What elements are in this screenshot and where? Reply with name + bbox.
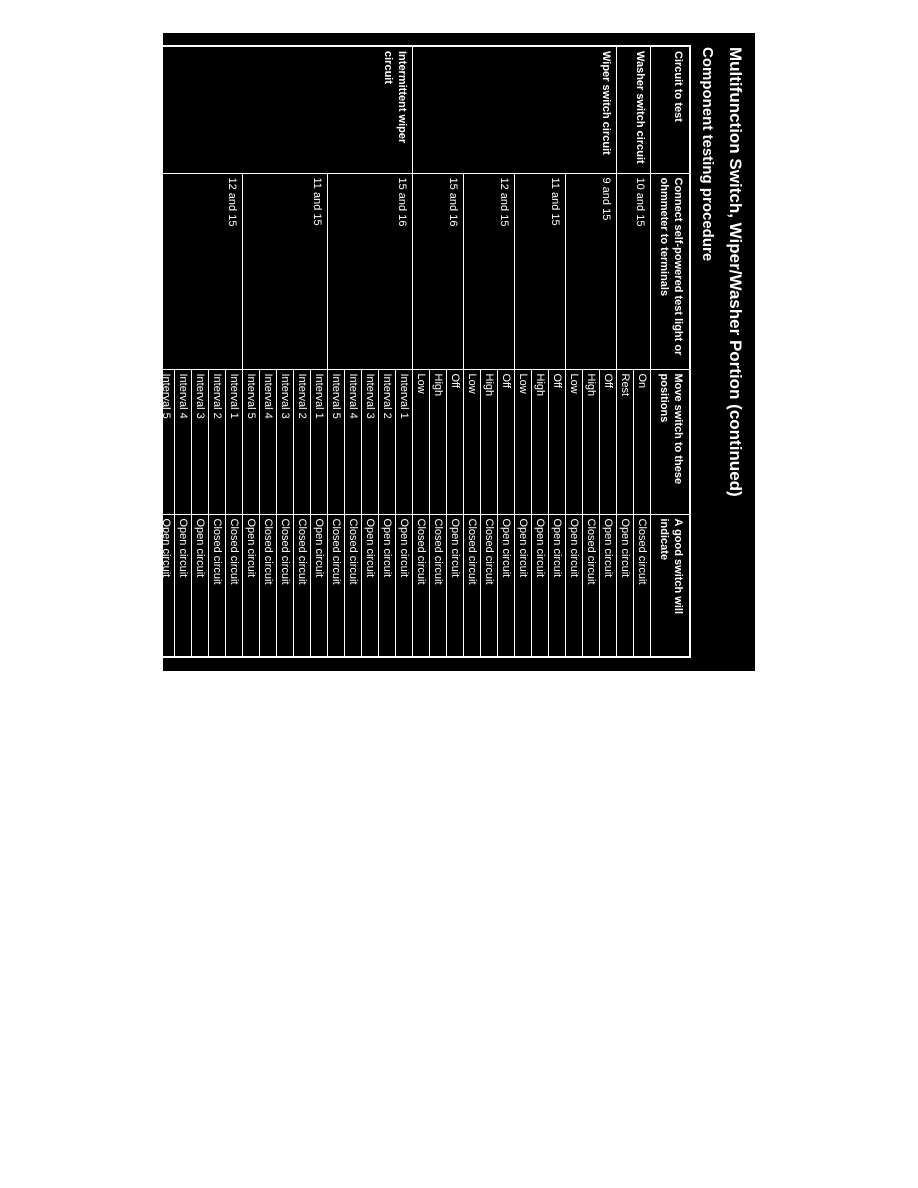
header-terminals: Connect self-powered test light or ohmmeter to terminals bbox=[651, 173, 691, 369]
position-cell: Interval 2 bbox=[294, 369, 311, 514]
result-cell: Closed circuit bbox=[481, 514, 498, 657]
result-cell: Closed circuit bbox=[634, 514, 651, 657]
result-cell: Open circuit bbox=[379, 514, 396, 657]
result-cell: Closed circuit bbox=[209, 514, 226, 657]
position-cell: Rest bbox=[617, 369, 634, 514]
position-cell: Interval 1 bbox=[226, 369, 243, 514]
terminals-cell: 10 and 15 bbox=[617, 173, 651, 369]
header-indication: A good switch will indicate bbox=[651, 514, 691, 657]
result-cell: Closed circuit bbox=[260, 514, 277, 657]
result-cell: Open circuit bbox=[617, 514, 634, 657]
terminals-cell: 15 and 16 bbox=[328, 173, 413, 369]
result-cell: Closed circuit bbox=[328, 514, 345, 657]
document-title: Multifunction Switch, Wiper/Washer Portion (continued) bbox=[726, 47, 745, 497]
result-cell: Open circuit bbox=[600, 514, 617, 657]
position-cell: Low bbox=[515, 369, 532, 514]
result-cell: Open circuit bbox=[311, 514, 328, 657]
result-cell: Closed circuit bbox=[226, 514, 243, 657]
table-header-row bbox=[651, 46, 691, 657]
result-cell: Open circuit bbox=[396, 514, 413, 657]
position-cell: Interval 1 bbox=[311, 369, 328, 514]
position-cell: High bbox=[430, 369, 447, 514]
table-row bbox=[396, 46, 413, 657]
position-cell: Interval 4 bbox=[345, 369, 362, 514]
position-cell: Interval 5 bbox=[243, 369, 260, 514]
position-cell: Off bbox=[447, 369, 464, 514]
table-row bbox=[600, 46, 617, 657]
position-cell: Interval 3 bbox=[192, 369, 209, 514]
position-cell: High bbox=[532, 369, 549, 514]
result-cell: Closed circuit bbox=[413, 514, 430, 657]
result-cell: Open circuit bbox=[498, 514, 515, 657]
position-cell: Interval 5 bbox=[157, 369, 175, 514]
result-cell: Open circuit bbox=[192, 514, 209, 657]
result-cell: Closed circuit bbox=[277, 514, 294, 657]
rotated-content bbox=[160, 33, 755, 671]
position-cell: Interval 3 bbox=[362, 369, 379, 514]
result-cell: Open circuit bbox=[362, 514, 379, 657]
component-testing-table bbox=[156, 45, 691, 658]
header-circuit: Circuit to test bbox=[651, 46, 691, 173]
result-cell: Open circuit bbox=[532, 514, 549, 657]
terminals-cell: 9 and 15 bbox=[566, 173, 617, 369]
result-cell: Open circuit bbox=[447, 514, 464, 657]
circuit-cell: Intermittent wiper circuit bbox=[157, 46, 413, 173]
result-cell: Closed circuit bbox=[464, 514, 481, 657]
result-cell: Closed circuit bbox=[430, 514, 447, 657]
result-cell: Open circuit bbox=[515, 514, 532, 657]
circuit-cell: Washer switch circuit bbox=[617, 46, 651, 173]
terminals-cell: 12 and 15 bbox=[157, 173, 243, 369]
document-subtitle: Component testing procedure bbox=[699, 47, 716, 262]
position-cell: Interval 3 bbox=[277, 369, 294, 514]
position-cell: Interval 1 bbox=[396, 369, 413, 514]
table-body bbox=[157, 46, 651, 657]
result-cell: Closed circuit bbox=[583, 514, 600, 657]
position-cell: Interval 4 bbox=[175, 369, 192, 514]
position-cell: Low bbox=[566, 369, 583, 514]
position-cell: On bbox=[634, 369, 651, 514]
result-cell: Open circuit bbox=[566, 514, 583, 657]
result-cell: Open circuit bbox=[549, 514, 566, 657]
position-cell: Off bbox=[498, 369, 515, 514]
position-cell: Interval 4 bbox=[260, 369, 277, 514]
position-cell: Interval 2 bbox=[209, 369, 226, 514]
terminals-cell: 15 and 16 bbox=[413, 173, 464, 369]
position-cell: High bbox=[583, 369, 600, 514]
result-cell: Closed circuit bbox=[294, 514, 311, 657]
position-cell: Low bbox=[413, 369, 430, 514]
result-cell: Open circuit bbox=[243, 514, 260, 657]
scanned-page bbox=[160, 33, 755, 671]
result-cell: Open circuit bbox=[157, 514, 175, 657]
header-positions: Move switch to these positions bbox=[651, 369, 691, 514]
terminals-cell: 11 and 15 bbox=[243, 173, 328, 369]
table-row bbox=[634, 46, 651, 657]
position-cell: Off bbox=[600, 369, 617, 514]
circuit-cell: Wiper switch circuit bbox=[413, 46, 617, 173]
result-cell: Open circuit bbox=[175, 514, 192, 657]
terminals-cell: 12 and 15 bbox=[464, 173, 515, 369]
position-cell: Off bbox=[549, 369, 566, 514]
result-cell: Closed circuit bbox=[345, 514, 362, 657]
position-cell: High bbox=[481, 369, 498, 514]
terminals-cell: 11 and 15 bbox=[515, 173, 566, 369]
position-cell: Low bbox=[464, 369, 481, 514]
position-cell: Interval 2 bbox=[379, 369, 396, 514]
position-cell: Interval 5 bbox=[328, 369, 345, 514]
